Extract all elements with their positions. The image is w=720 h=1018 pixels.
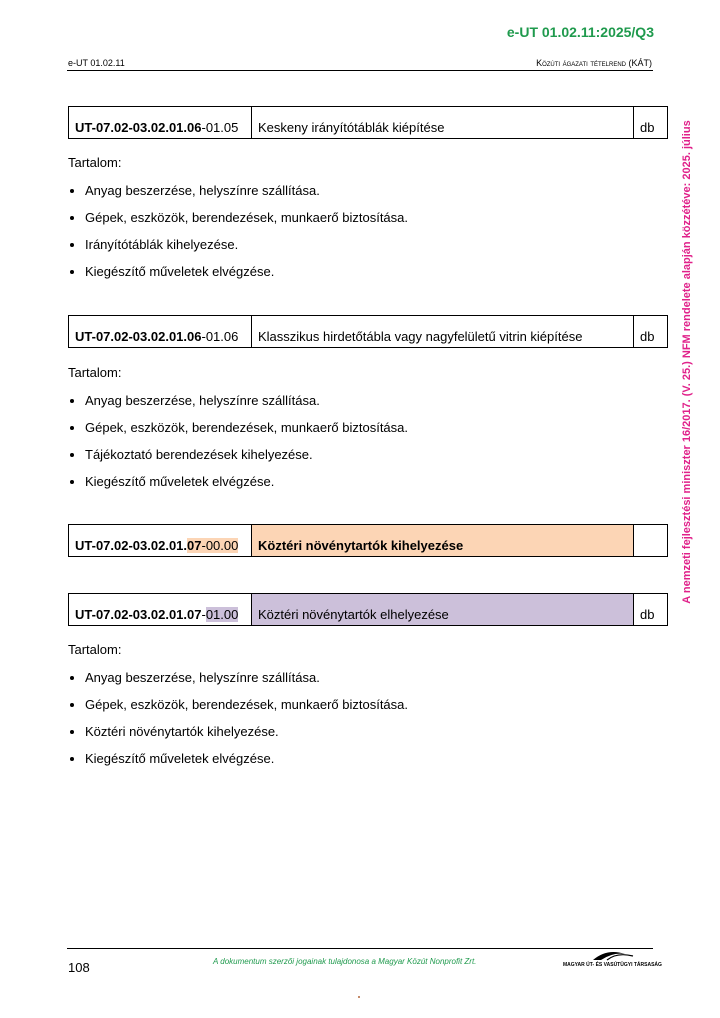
item-content-4	[68, 642, 408, 778]
logo-swoosh-icon	[563, 948, 653, 962]
content-label: Tartalom:	[68, 155, 122, 170]
list-item: Gépek, eszközök, berendezések, munkaerő biztosítása.	[68, 420, 408, 436]
item-code-suffix: -01.05	[201, 120, 239, 135]
content-list	[68, 183, 408, 280]
item-unit: db	[640, 120, 655, 135]
item-table-3	[68, 524, 668, 557]
side-publication-note	[678, 96, 696, 628]
list-item: Gépek, eszközök, berendezések, munkaerő biztosítása.	[68, 697, 408, 713]
side-note-text: A nemzeti fejlesztési miniszter 16/2017. (V. 25.) NFM rendelete alapján közzétéve: 2025. július	[681, 120, 693, 604]
item-title: Keskeny irányítótáblák kiépítése	[252, 107, 634, 138]
item-code-highlight: 07	[187, 538, 202, 553]
list-item: Köztéri növénytartók kihelyezése.	[68, 724, 408, 740]
item-table-2	[68, 315, 668, 348]
list-item: Irányítótáblák kihelyezése.	[68, 237, 408, 253]
item-code-separator: -	[201, 607, 206, 622]
item-code	[69, 107, 252, 138]
item-code-main: UT-07.02-03.02.01.	[75, 538, 188, 553]
page-number: 108	[68, 960, 90, 975]
item-code	[69, 594, 252, 625]
logo-text: MAGYAR ÚT- ÉS VASÚTÜGYI TÁRSASÁG	[563, 962, 662, 968]
item-unit: db	[640, 607, 655, 622]
item-code-suffix: 01.00	[205, 607, 239, 622]
item-title: Klasszikus hirdetőtábla vagy nagyfelületű vitrin kiépítése	[252, 316, 634, 347]
item-code-suffix: -01.06	[201, 329, 239, 344]
item-title: Köztéri növénytartók kihelyezése	[252, 525, 634, 556]
list-item: Kiegészítő műveletek elvégzése.	[68, 474, 408, 490]
item-code	[69, 316, 252, 347]
header-right-title: Közúti ágazati tételrend (KÁT)	[536, 58, 652, 68]
list-item: Anyag beszerzése, helyszínre szállítása.	[68, 183, 408, 199]
copyright-notice: A dokumentum szerzői jogainak tulajdonosa a Magyar Közút Nonprofit Zrt.	[213, 957, 477, 966]
item-unit: db	[640, 329, 655, 344]
item-code-main: UT-07.02-03.02.01.06	[75, 329, 202, 344]
stray-dot	[358, 996, 360, 998]
item-table-1	[68, 106, 668, 139]
header-left-reference: e-UT 01.02.11	[68, 58, 125, 68]
item-code-main: UT-07.02-03.02.01.07	[75, 607, 202, 622]
item-unit	[634, 525, 667, 556]
document-code: e-UT 01.02.11:2025/Q3	[506, 24, 654, 40]
list-item: Tájékoztató berendezések kihelyezése.	[68, 447, 408, 463]
header-divider	[67, 70, 653, 71]
content-label: Tartalom:	[68, 365, 122, 380]
item-content-1	[68, 155, 408, 291]
content-list	[68, 393, 408, 490]
item-table-4	[68, 593, 668, 626]
item-code	[69, 525, 252, 556]
list-item: Anyag beszerzése, helyszínre szállítása.	[68, 393, 408, 409]
item-content-2	[68, 365, 408, 501]
company-logo	[563, 948, 662, 972]
list-item: Anyag beszerzése, helyszínre szállítása.	[68, 670, 408, 686]
item-title: Köztéri növénytartók elhelyezése	[252, 594, 634, 625]
content-label: Tartalom:	[68, 642, 122, 657]
list-item: Kiegészítő műveletek elvégzése.	[68, 264, 408, 280]
list-item: Gépek, eszközök, berendezések, munkaerő biztosítása.	[68, 210, 408, 226]
content-list	[68, 670, 408, 767]
item-code-main: UT-07.02-03.02.01.06	[75, 120, 202, 135]
item-code-suffix: -00.00	[201, 538, 239, 553]
list-item: Kiegészítő műveletek elvégzése.	[68, 751, 408, 767]
